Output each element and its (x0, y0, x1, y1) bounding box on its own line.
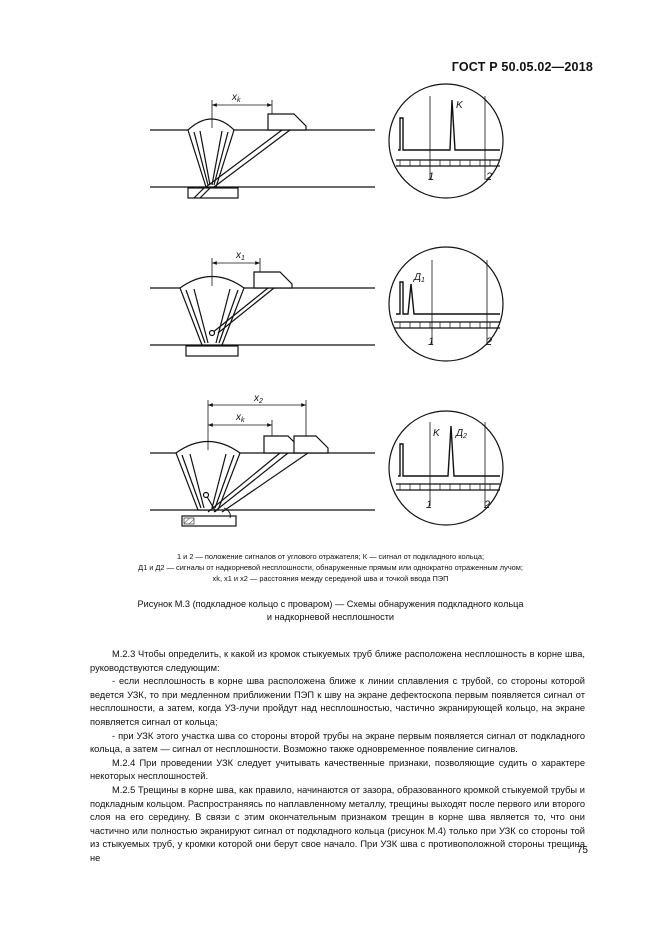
caption-line-2: и надкорневой несплошности (266, 612, 395, 622)
panel2-peak-label: $Д_1$ (414, 272, 425, 284)
figure-legend (90, 551, 571, 584)
panel1-dim-label: $x_k$ (232, 92, 241, 104)
paragraph: М.2.3 Чтобы определить, к какой из кромок стыкуемых труб ближе расположена несплошность в корне шва, руководствуются следующим: (90, 649, 585, 673)
legend-line-1: 1 и 2 — положение сигналов от углового отражателя; К — сигнал от подкладного кольца; (176, 552, 485, 561)
pipe-section-1 (150, 100, 375, 198)
panel3-dim-outer: $x_2$ (254, 393, 263, 405)
panel-3 (150, 393, 503, 526)
panel3-scale-2: 2 (484, 499, 491, 511)
panel1-scale-2: 2 (486, 171, 493, 183)
panel3-peak-k: K (433, 428, 440, 439)
panel-2 (150, 247, 503, 361)
panel2-scale-1: 1 (428, 336, 435, 348)
paragraph: - при УЗК этого участка шва со стороны второй трубы на экране первым появляется сигнал от подкладного кольца, а затем — сигнал от несплошности. Возможно также одновременное появление сигналов. (90, 730, 585, 755)
panel3-dim-inner: $x_k$ (236, 412, 245, 424)
caption-line-1: Рисунок М.3 (подкладное кольцо с проваром) — Схемы обнаружения подкладного кольца (137, 599, 524, 609)
legend-line-3: xk, x1 и x2 — расстояния между серединой шва и точкой ввода ПЭП (212, 574, 449, 583)
panel3-peak-d: $Д_2$ (456, 428, 467, 440)
paragraph: - если несплошность в корне шва расположена ближе к линии сплавления с трубой, со стороны которой ведется УЗК, то при медленном приближении ПЭП к шву на экране дефектоскопа первым появляется сигнал от несплошности, а затем, когда УЗ-лучи пройдут над несплошностью, частично экранирующей кольцо, на экране появляется сигнал от кольца; (90, 676, 585, 727)
page-number: 75 (576, 845, 588, 856)
panel2-dim-label: $x_1$ (236, 250, 245, 262)
panel-1 (150, 84, 503, 198)
legend-line-2: Д1 и Д2 — сигналы от надкорневой несплошности, обнаруженные прямым или однократно отраженным лучом; (138, 563, 523, 572)
figure-caption (90, 598, 571, 624)
paragraph: М.2.5 Трещины в корне шва, как правило, начинаются от зазора, образованного кромкой стыкуемой трубы и подкладным кольцом. Распространяясь по наплавленному металлу, трещины выходят после первого или второго слоя на его середину. В связи с этим окончательным признаком трещин в корне шва является то, что они частично или полностью экранируют сигнал от подкладного кольца (рисунок М.4) только при УЗК со стороны той из стыкуемых труб, у кромки которой они берут свое начало. При УЗК шва с противоположной стороны трещина не (90, 784, 585, 863)
standard-id: ГОСТ Р 50.05.02—2018 (451, 60, 593, 74)
panel1-peak-label: K (456, 100, 463, 111)
body-text (90, 648, 585, 866)
panel2-scale-2: 2 (486, 336, 493, 348)
paragraph: М.2.4 При проведении УЗК следует учитывать качественные признаки, позволяющие судить о характере некоторых несплошностей. (90, 757, 585, 782)
panel1-scale-1: 1 (428, 171, 435, 183)
panel3-scale-1: 1 (426, 499, 433, 511)
